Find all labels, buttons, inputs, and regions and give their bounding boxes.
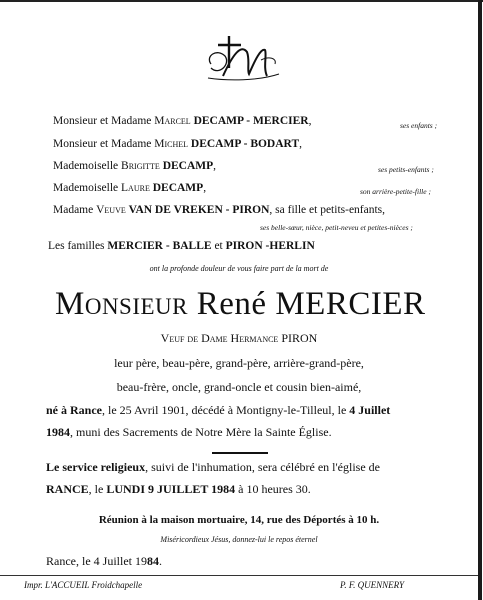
relation-line-2: beau-frère, oncle, grand-oncle et cousin bien-aimé, (116, 380, 362, 394)
family-firstname: Michel (154, 138, 191, 150)
family-name-2: PIRON -HERLIN (225, 240, 315, 252)
family-firstname: Veuve (96, 204, 129, 216)
service-date: LUNDI 9 JUILLET 1984 (106, 482, 236, 496)
birth-death-details: , le 25 Avril 1901, décédé à Montigny-le-Tilleul, le (102, 403, 350, 417)
birth-death-line (46, 403, 390, 418)
widower-surname: PIRON (281, 331, 318, 345)
families-conjunction: et (211, 240, 226, 252)
families-prefix: Les familles (48, 240, 108, 252)
death-year: 1984 (46, 425, 70, 439)
cross-monogram-icon (203, 34, 283, 84)
relation-note-grandchildren: ses petits-enfants ; (378, 165, 434, 174)
family-surname: DECAMP (152, 182, 204, 194)
family-line-4 (53, 182, 206, 194)
prayer-line: Miséricordieux Jésus, donnez-lui le repos éternel (160, 535, 318, 544)
right-border (478, 0, 482, 600)
death-date: 4 Juillet (349, 403, 391, 417)
family-name-1: MERCIER - BALLE (107, 240, 212, 252)
family-surname: DECAMP (162, 160, 214, 172)
service-label: Le service religieux (46, 460, 146, 474)
widower-text: Veuf de Dame Hermance (160, 331, 279, 345)
footer-divider (0, 575, 478, 576)
deceased-last-name: MERCIER (275, 286, 426, 322)
family-firstname: Brigitte (121, 160, 163, 172)
place-date (46, 554, 162, 569)
printer-credit: Impr. L'ACCUEIL Froidchapelle (24, 580, 143, 590)
widower-line (0, 331, 478, 346)
service-line-1 (46, 460, 380, 475)
family-line-suffix: , (308, 115, 312, 127)
place-date-year: 84 (146, 554, 159, 568)
family-surname: DECAMP - MERCIER (193, 115, 309, 127)
service-line-2 (46, 482, 311, 497)
service-time: à 10 heures 30. (235, 482, 311, 496)
funeral-director: P. F. QUENNERY (340, 580, 405, 590)
place-date-text: Rance, le 4 Juillet 19 (46, 554, 147, 568)
service-text: , suivi de l'inhumation, sera célébré en l'église de (145, 460, 380, 474)
family-line-1 (53, 115, 311, 127)
relation-note-great-grandchild: son arrière-petite-fille ; (360, 187, 431, 196)
deceased-name (55, 286, 426, 323)
family-surname: DECAMP - BODART (190, 138, 300, 150)
family-line-suffix: , (299, 138, 302, 150)
birth-place: né à Rance (46, 403, 102, 417)
family-surname: VAN DE VREKEN - PIRON (128, 204, 270, 216)
family-firstname: Laure (121, 182, 153, 194)
relation-line-1: leur père, beau-père, grand-père, arrière-grand-père, (114, 356, 364, 370)
section-divider (212, 452, 268, 454)
family-line-2 (53, 138, 302, 150)
reunion-line: Réunion à la maison mortuaire, 14, rue des Déportés à 10 h. (98, 514, 380, 526)
family-line-suffix: , (213, 160, 217, 172)
family-line-5 (53, 204, 385, 216)
family-line-prefix: Madame (53, 204, 97, 216)
sacraments-line (46, 425, 332, 440)
family-firstname: Marcel (154, 115, 194, 127)
family-line-prefix: Mademoiselle (53, 182, 122, 194)
deceased-first-name: René (196, 286, 267, 322)
families-line (48, 240, 315, 252)
service-place: RANCE (46, 482, 89, 496)
announcement: ont la profonde douleur de vous faire part de la mort de (149, 264, 329, 273)
relation-note-children: ses enfants ; (400, 121, 438, 130)
family-line-prefix: Monsieur et Madame (53, 115, 155, 127)
family-line-prefix: Mademoiselle (53, 160, 122, 172)
place-date-end: . (158, 554, 162, 568)
sacraments-text: , muni des Sacrements de Notre Mère la Sainte Église. (70, 425, 332, 439)
service-connector: , le (88, 482, 107, 496)
deceased-title: Monsieur (55, 286, 189, 322)
family-line-prefix: Monsieur et Madame (53, 138, 155, 150)
top-border (0, 0, 483, 2)
family-line-3 (53, 160, 216, 172)
family-line-suffix: , (203, 182, 207, 194)
family-line-suffix: , sa fille et petits-enfants, (269, 204, 386, 216)
relation-note-extended: ses belle-sœur, nièce, petit-neveu et petites-nièces ; (260, 223, 413, 232)
